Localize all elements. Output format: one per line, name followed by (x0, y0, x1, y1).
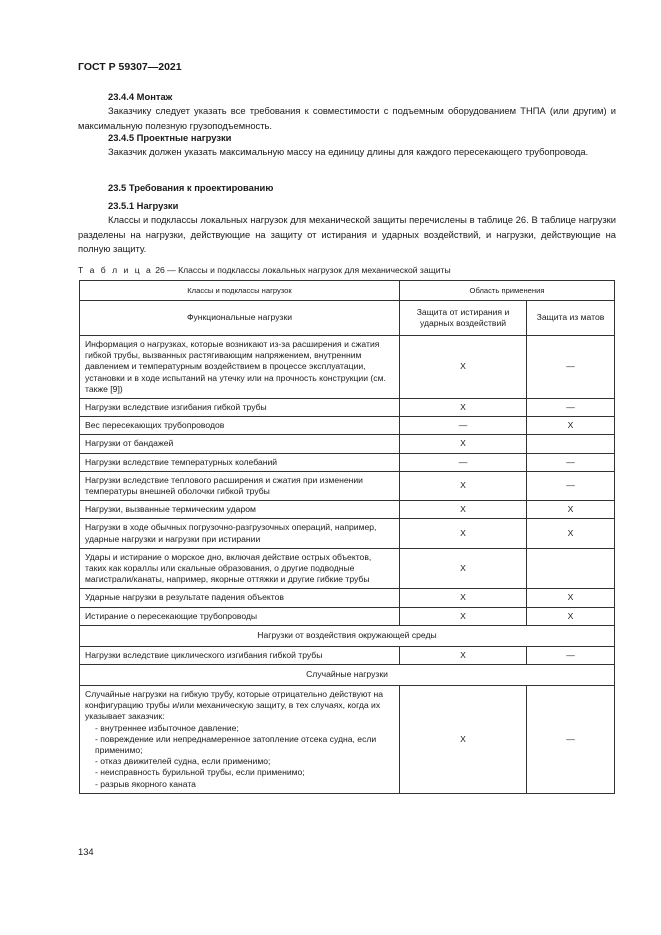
section-23-4-4 (78, 90, 616, 133)
random-loads-item: - разрыв якорного каната (95, 778, 196, 789)
table-row (80, 501, 615, 519)
mats-cell (527, 435, 615, 453)
section-title: 23.5.1 Нагрузки (108, 200, 179, 211)
group-heading: Нагрузки от воздействия окружающей среды (80, 625, 615, 646)
mats-cell: — (527, 399, 615, 417)
random-loads-item: - внутреннее избыточное давление; (95, 722, 239, 733)
section-23-5-1 (78, 199, 616, 256)
load-cell: Нагрузки вследствие изгибания гибкой трубы (80, 399, 400, 417)
load-cell: Истирание о пересекающие трубопроводы (80, 607, 400, 625)
abrasion-cell: X (400, 686, 527, 794)
section-text: Заказчик должен указать максимальную массу на единицу длины для каждого пересекающего трубопровода. (108, 146, 589, 158)
table-row (80, 453, 615, 471)
section-title: 23.4.4 Монтаж (108, 91, 173, 102)
header-functional: Функциональные нагрузки (80, 301, 400, 336)
table-row (80, 435, 615, 453)
table-row (80, 417, 615, 435)
table-header-row (80, 281, 615, 301)
page-number: 134 (78, 846, 94, 857)
load-cell: Нагрузки в ходе обычных погрузочно-разгрузочных операций, например, ударные нагрузки и нагрузки при истирании (80, 519, 400, 548)
mats-cell: — (527, 336, 615, 399)
section-text: Заказчику следует указать все требования к совместимости с подъемным оборудованием ТНПА (или другим) и максимальную полезную грузоподъемность. (78, 105, 616, 131)
abrasion-cell: X (400, 435, 527, 453)
section-text: Классы и подклассы локальных нагрузок для механической защиты перечислены в таблице 26. В таблице нагрузки разделены на нагрузки, действующие на защиту от истирания и ударных воздействий, и нагрузки, действующие на полную защиту. (78, 214, 616, 254)
mats-cell: — (527, 471, 615, 500)
header-area: Область применения (400, 281, 615, 301)
random-loads-item: - отказ движителей судна, если применимо; (95, 756, 271, 767)
table-row (80, 336, 615, 399)
abrasion-cell: X (400, 501, 527, 519)
table-row (80, 607, 615, 625)
table-row (80, 589, 615, 607)
random-loads-intro: Случайные нагрузки на гибкую трубу, которые отрицательно действуют на конфигурацию трубы и/или механическую защиту, в тех случаях, когда их указывает заказчик: (85, 689, 384, 722)
mats-cell (527, 548, 615, 589)
abrasion-cell: X (400, 607, 527, 625)
section-title: 23.4.5 Проектные нагрузки (108, 132, 232, 143)
abrasion-cell: X (400, 336, 527, 399)
random-loads-item: - повреждение или непреднамеренное затопление отсека судна, если применимо; (95, 733, 377, 756)
table-caption-text: 26 — Классы и подклассы локальных нагрузок для механической защиты (155, 265, 451, 275)
mats-cell: — (527, 686, 615, 794)
standard-code: ГОСТ Р 59307—2021 (78, 61, 182, 73)
load-cell: Нагрузки вследствие температурных колебаний (80, 453, 400, 471)
abrasion-cell: X (400, 399, 527, 417)
mats-cell: X (527, 589, 615, 607)
table-row (80, 471, 615, 500)
header-mats: Защита из матов (527, 301, 615, 336)
section-23-4-5 (78, 131, 616, 160)
load-cell: Нагрузки от бандажей (80, 435, 400, 453)
mats-cell: X (527, 417, 615, 435)
mats-cell: — (527, 646, 615, 664)
abrasion-cell: X (400, 548, 527, 589)
mats-cell: X (527, 607, 615, 625)
mats-cell: X (527, 519, 615, 548)
table-row (80, 646, 615, 664)
table-caption (78, 265, 618, 275)
abrasion-cell: — (400, 453, 527, 471)
table-caption-prefix: Т а б л и ц а (78, 265, 153, 275)
table-subheader-row (80, 301, 615, 336)
section-title: 23.5 Требования к проектированию (108, 182, 274, 193)
table-row (80, 548, 615, 589)
load-cell: Удары и истирание о морское дно, включая действие острых объектов, таких как кораллы или скальные образования, о другие подводные магистрали/канаты, например, якорные оттяжки и другие гибкие трубы (80, 548, 400, 589)
table-row (80, 399, 615, 417)
mats-cell: — (527, 453, 615, 471)
load-cell: Нагрузки вследствие циклического изгибания гибкой трубы (80, 646, 400, 664)
abrasion-cell: X (400, 519, 527, 548)
load-cell: Ударные нагрузки в результате падения объектов (80, 589, 400, 607)
table-row (80, 686, 615, 794)
group-heading: Случайные нагрузки (80, 665, 615, 686)
abrasion-cell: X (400, 471, 527, 500)
header-classes: Классы и подклассы нагрузок (80, 281, 400, 301)
load-cell: Информация о нагрузках, которые возникают из-за расширения и сжатия гибкой трубы, вызванных растягивающим напряжением, внутренним давлением и температурным воздействием в процессе эксплуатации, установки и в ходе испытаний на утечку или на прочность конструкции (см. также [9]) (80, 336, 400, 399)
table-group-row (80, 665, 615, 686)
load-cell (80, 686, 400, 794)
mats-cell: X (527, 501, 615, 519)
loads-table (79, 280, 615, 794)
header-abrasion: Защита от истирания и ударных воздействий (400, 301, 527, 336)
table-group-row (80, 625, 615, 646)
random-loads-item: - неисправность бурильной трубы, если применимо; (95, 767, 305, 778)
load-cell: Вес пересекающих трубопроводов (80, 417, 400, 435)
table-row (80, 519, 615, 548)
section-23-5 (78, 181, 616, 195)
abrasion-cell: X (400, 589, 527, 607)
load-cell: Нагрузки, вызванные термическим ударом (80, 501, 400, 519)
abrasion-cell: X (400, 646, 527, 664)
abrasion-cell: — (400, 417, 527, 435)
load-cell: Нагрузки вследствие теплового расширения и сжатия при изменении температуры внешней оболочки гибкой трубы (80, 471, 400, 500)
